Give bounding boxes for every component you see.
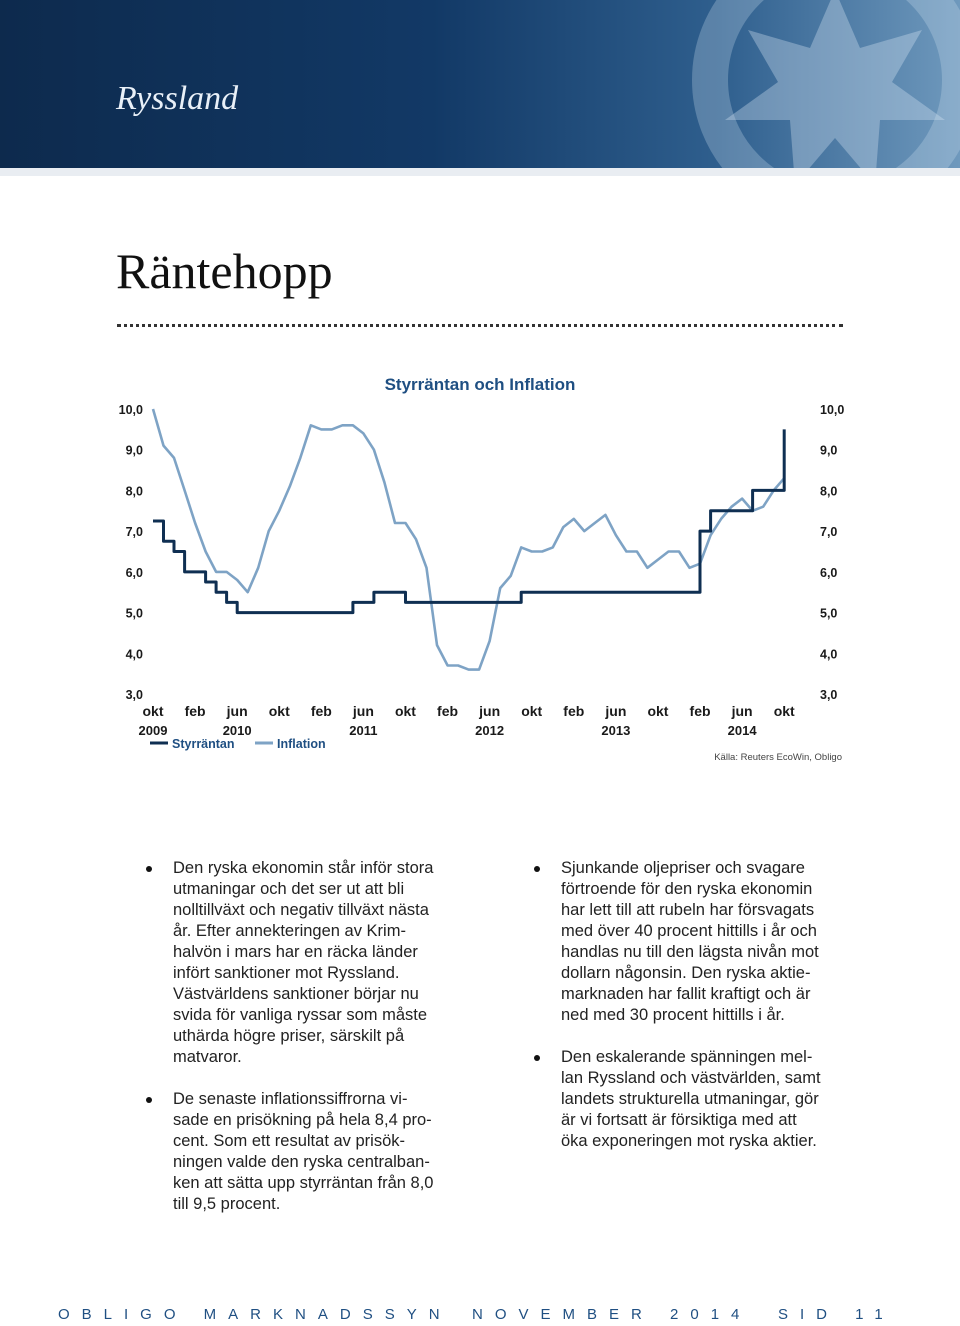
bullet-line: halvön i mars har en räcka länder xyxy=(173,943,418,961)
bullet-dot-icon xyxy=(146,866,152,872)
y-tick-label-left: 9,0 xyxy=(125,443,143,458)
x-tick-label: jun xyxy=(352,703,374,719)
bullet-line: Den eskalerande spänningen mel- xyxy=(561,1048,813,1066)
x-tick-label: feb xyxy=(437,703,459,719)
x-tick-label: okt xyxy=(268,703,290,719)
bullet-line: matvaror. xyxy=(173,1048,242,1066)
y-tick-label-left: 5,0 xyxy=(125,606,143,621)
bullet-line: sade en prisökning på hela 8,4 pro- xyxy=(173,1111,432,1129)
bullet-line: Sjunkande oljepriser och svagare xyxy=(561,859,805,877)
bullet-line: Västvärldens sanktioner börjar nu xyxy=(173,985,419,1003)
bullet-line: lan Ryssland och västvärlden, samt xyxy=(561,1069,821,1087)
bullets-left xyxy=(173,858,483,1236)
star-emblem-icon xyxy=(690,0,960,168)
bullet-line: ned med 30 procent hittills i år. xyxy=(561,1006,785,1024)
footer-date: NOVEMBER 2014 xyxy=(472,1306,752,1323)
styrrantan-line xyxy=(153,429,784,612)
banner-divider xyxy=(0,168,960,176)
bullet-line: ningen valde den ryska centralban- xyxy=(173,1153,430,1171)
x-year-label: 2013 xyxy=(601,723,631,738)
bullet-line: är vi fortsatt är försiktiga med att xyxy=(561,1111,797,1129)
x-tick-label: feb xyxy=(310,703,332,719)
x-year-label: 2014 xyxy=(727,723,757,738)
chart-source: Källa: Reuters EcoWin, Obligo xyxy=(714,752,842,763)
chart-title: Styrräntan och Inflation xyxy=(384,375,576,394)
y-tick-label-left: 4,0 xyxy=(125,647,143,662)
bullet-line: landets strukturella utmaningar, gör xyxy=(561,1090,819,1108)
rate-inflation-chart xyxy=(0,360,960,770)
x-year-label: 2012 xyxy=(475,723,505,738)
x-year-label: 2011 xyxy=(349,723,378,738)
x-tick-label: jun xyxy=(226,703,248,719)
y-tick-label-left: 3,0 xyxy=(125,688,143,702)
header-banner xyxy=(0,0,960,168)
y-tick-label-left: 6,0 xyxy=(125,565,143,580)
x-tick-label: okt xyxy=(394,703,416,719)
bullet-line: utmaningar och det ser ut att bli xyxy=(173,880,405,898)
y-tick-label-right: 5,0 xyxy=(820,606,838,621)
legend-label: Inflation xyxy=(277,737,326,751)
bullets-right xyxy=(561,858,871,1173)
bullet-line: förtroende för den ryska ekonomin xyxy=(561,880,813,898)
y-tick-label-right: 8,0 xyxy=(820,484,838,499)
legend-label: Styrräntan xyxy=(172,737,235,751)
bullet-line: till 9,5 procent. xyxy=(173,1195,281,1213)
bullet-line: cent. Som ett resultat av prisök- xyxy=(173,1132,406,1150)
bullet-line: har lett till att rubeln har försvagats xyxy=(561,901,815,919)
bullet-line: ken att sätta upp styrräntan från 8,0 xyxy=(173,1174,434,1192)
bullet-dot-icon xyxy=(146,1097,152,1103)
footer-publication: OBLIGO MARKNADSSYN xyxy=(58,1306,452,1323)
title-divider xyxy=(117,324,843,327)
x-tick-label: jun xyxy=(479,703,501,719)
x-tick-label: jun xyxy=(731,703,753,719)
bullet-line: De senaste inflationssiffrorna vi- xyxy=(173,1090,408,1108)
y-tick-label-right: 6,0 xyxy=(820,565,838,580)
y-tick-label-right: 3,0 xyxy=(820,688,838,702)
y-tick-label-left: 8,0 xyxy=(125,484,143,499)
bullet-line: nolltillväxt och negativ tillväxt nästa xyxy=(173,901,429,919)
page-title: Räntehopp xyxy=(116,243,333,299)
y-tick-label-left: 10,0 xyxy=(118,403,143,417)
x-year-label: 2009 xyxy=(138,723,168,738)
bullet-dot-icon xyxy=(534,1055,540,1061)
bullet-item xyxy=(561,1047,871,1152)
x-tick-label: jun xyxy=(605,703,627,719)
bullet-item xyxy=(561,858,871,1026)
y-tick-label-right: 4,0 xyxy=(820,647,838,662)
y-tick-label-left: 7,0 xyxy=(125,525,143,540)
bullet-dot-icon xyxy=(534,866,540,872)
x-tick-label: okt xyxy=(521,703,543,719)
x-year-label: 2010 xyxy=(222,723,252,738)
bullet-line: handlas nu till den lägsta nivån mot xyxy=(561,943,819,961)
x-tick-label: okt xyxy=(647,703,669,719)
bullet-line: svida för vanliga ryssar som måste xyxy=(173,1006,428,1024)
bullet-item xyxy=(173,1089,483,1215)
x-tick-label: okt xyxy=(773,703,795,719)
y-tick-label-right: 9,0 xyxy=(820,443,838,458)
x-tick-label: feb xyxy=(689,703,711,719)
bullet-line: infört sanktioner mot Ryssland. xyxy=(173,964,400,982)
y-tick-label-right: 10,0 xyxy=(820,403,845,417)
x-tick-label: feb xyxy=(563,703,585,719)
bullet-line: Den ryska ekonomin står inför stora xyxy=(173,859,434,877)
bullet-line: år. Efter annekteringen av Krim- xyxy=(173,922,406,940)
x-tick-label: okt xyxy=(142,703,164,719)
section-title: Ryssland xyxy=(116,80,239,117)
x-tick-label: feb xyxy=(184,703,206,719)
bullet-item xyxy=(173,858,483,1068)
inflation-line xyxy=(153,409,784,670)
y-tick-label-right: 7,0 xyxy=(820,525,838,540)
bullet-line: dollarn någonsin. Den ryska aktie- xyxy=(561,964,811,982)
footer-page: SID 11 xyxy=(778,1306,895,1323)
bullet-line: med över 40 procent hittills i år och xyxy=(561,922,817,940)
bullet-line: öka exponeringen mot ryska aktier. xyxy=(561,1132,817,1150)
bullet-line: uthärda högre priser, särskilt på xyxy=(173,1027,405,1045)
bullet-line: marknaden har fallit kraftigt och är xyxy=(561,985,811,1003)
